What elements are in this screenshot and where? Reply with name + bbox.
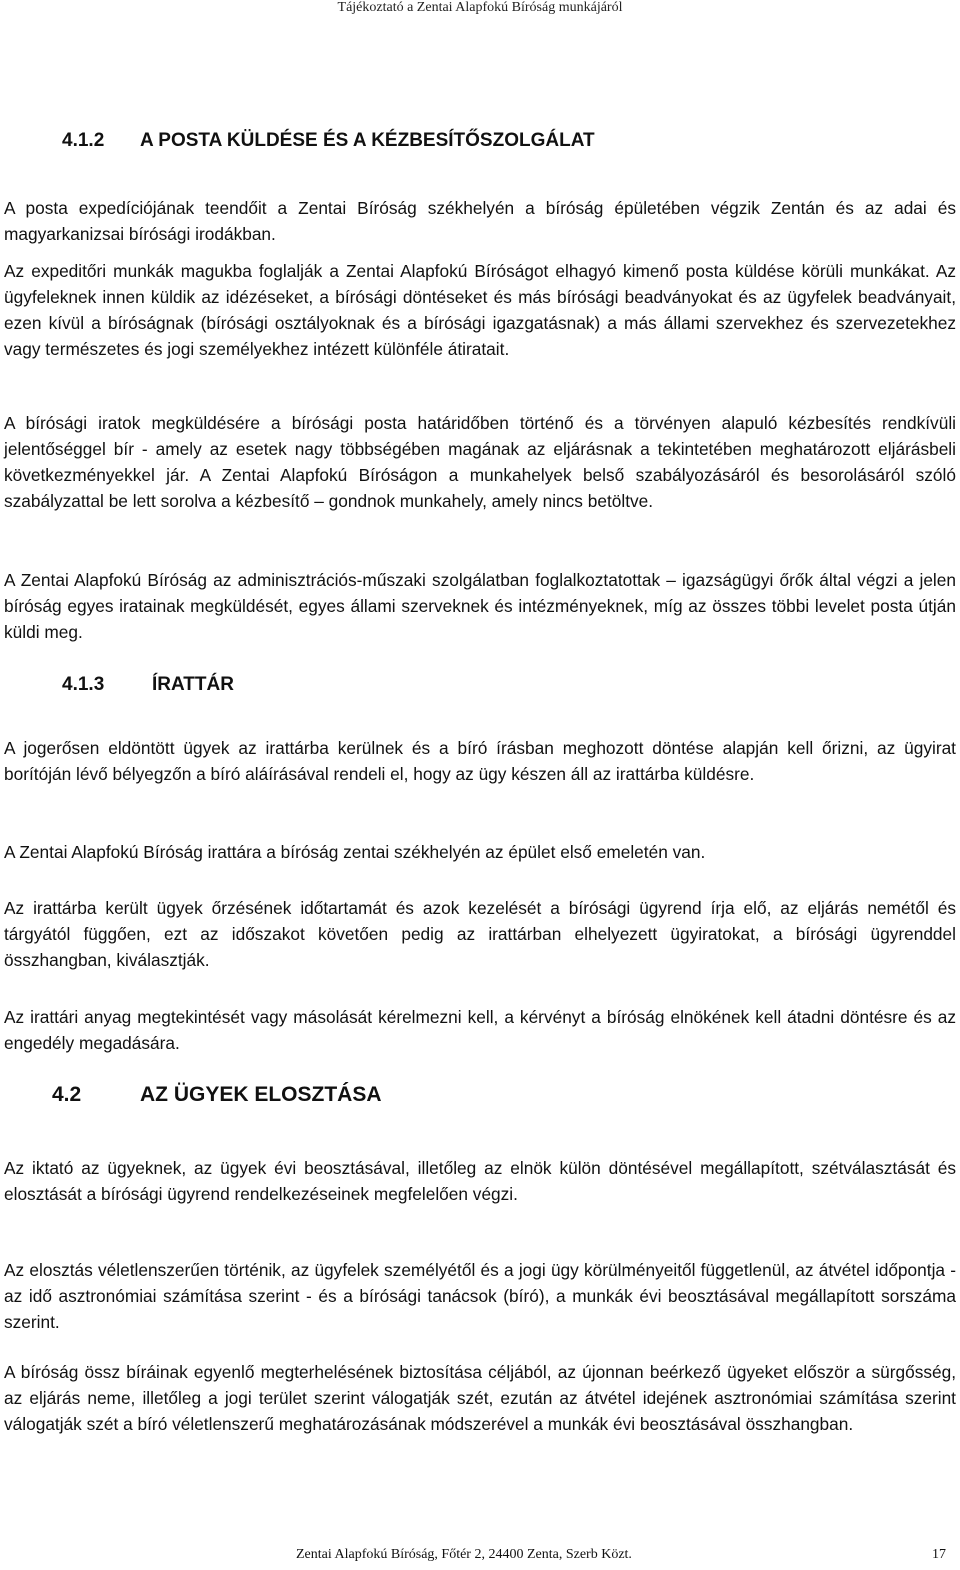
section-number: 4.1.3 — [62, 674, 105, 695]
section-number: 4.1.2 — [62, 130, 105, 151]
paragraph-expeditori-munkak: Az expeditőri munkák magukba foglalják a Zentai Alapfokú Bíróságot elhagyó kimenő posta küldése körüli munkákat. Az ügyfeleknek innen küldik az idézéseket, a bírósági döntéseket és más bírósági beadványokat és az ügyfelek beadványait, ezen kívül a bíróságnak (bírósági osztályoknak és a bírósági igazgatásnak) a más állami szervekhez és szervezetekhez vagy természetes és jogi személyekhez intézett különféle átiratait. — [4, 261, 956, 359]
page-number: 17 — [932, 1547, 946, 1562]
section-title: A POSTA KÜLDÉSE ÉS A KÉZBESÍTŐSZOLGÁLAT — [140, 130, 595, 151]
paragraph-jogerosen-eldontott: A jogerősen eldöntött ügyek az irattárba kerülnek és a bíró írásban meghozott döntése alapján kell őrizni, az ügyirat borítóján lévő bélyegzőn a bíró aláírásával rendeli el, hogy az ügy készen áll az irattárba küldésre. — [4, 738, 956, 784]
section-heading-4-2 — [4, 1082, 956, 1108]
section-number: 4.2 — [52, 1083, 82, 1106]
section-title: ÍRATTÁR — [152, 674, 234, 695]
footer-address: Zentai Alapfokú Bíróság, Főtér 2, 24400 Zenta, Szerb Közt. — [296, 1547, 632, 1562]
paragraph-veletlenszeru-elosztas: Az elosztás véletlenszerűen történik, az ügyfelek személyétől és a jogi ügy körülményeitől függetlenül, az átvétel időpontja - az idő asztronómiai számítása szerint - és a bírósági tanácsok (bíró), a munkák évi beosztásával megállapított sorszáma szerint. — [4, 1260, 956, 1332]
paragraph-egyenlo-megterheles: A bíróság össz bíráinak egyenlő megterhelésének biztosítása céljából, az újonnan beérkező ügyeket először a sürgősség, az eljárás neme, illetőleg a jogi terület szerint válogatják szét, ezután az átvétel idejének asztronómiai számítása szerint válogatják szét a bíró véletlenszerű meghatározásának módszerével a munkák évi beosztásával összhangban. — [4, 1362, 956, 1434]
paragraph-kezbesites: A bírósági iratok megküldésére a bírósági posta határidőben történő és a törvényen alapuló kézbesítés rendkívüli jelentőséggel bír - amely az esetek nagy többségében magának az eljárásnak a tekintetében meghatározott eljárásbeli következményekkel jár. A Zentai Alapfokú Bíróságon a munkahelyek belső szabályozásáról és besorolásáról szóló szabályzattal be lett sorolva a kézbesítő – gondnok munkahely, amely nincs betöltve. — [4, 413, 956, 511]
paragraph-igazsagugyi-orok: A Zentai Alapfokú Bíróság az adminisztrációs-műszaki szolgálatban foglalkoztatottak – igazságügyi őrők által végzi a jelen bíróság egyes iratainak megküldését, egyes állami szerveknek és intézményeknek, míg az összes többi levelet posta útján küldi meg. — [4, 570, 956, 642]
paragraph-orzes-idotartama: Az irattárba került ügyek őrzésének időtartamát és azok kezelését a bírósági ügyrend írja elő, az eljárás nemétől és tárgyától függően, ezt az időszakot követően pedig az irattárban elhelyezett ügyiratokat, a bírósági ügyrenddel összhangban, kiválasztják. — [4, 898, 956, 970]
paragraph-iktato: Az iktató az ügyeknek, az ügyek évi beosztásával, illetőleg az elnök külön döntésével megállapított, szétválasztását és elosztását a bírósági ügyrend rendelkezéseinek megfelelően végzi. — [4, 1158, 956, 1204]
paragraph-posta-expedicio: A posta expedíciójának teendőit a Zentai Bíróság székhelyén a bíróság épületében végzik Zentán és az adai és magyarkanizsai bírósági irodákban. — [4, 198, 956, 244]
section-title: AZ ÜGYEK ELOSZTÁSA — [140, 1083, 382, 1106]
section-heading-4-1-3 — [4, 672, 956, 698]
paragraph-irattar-helye: A Zentai Alapfokú Bíróság irattára a bíróság zentai székhelyén az épület első emeletén van. — [4, 842, 706, 862]
paragraph-irattari-anyag: Az irattári anyag megtekintését vagy másolását kérelmezni kell, a kérvényt a bíróság elnökének kell átadni döntésre és az engedély megadására. — [4, 1007, 956, 1053]
running-header: Tájékoztató a Zentai Alapfokú Bíróság munkájáról — [337, 0, 623, 15]
section-heading-4-1-2 — [4, 128, 956, 154]
